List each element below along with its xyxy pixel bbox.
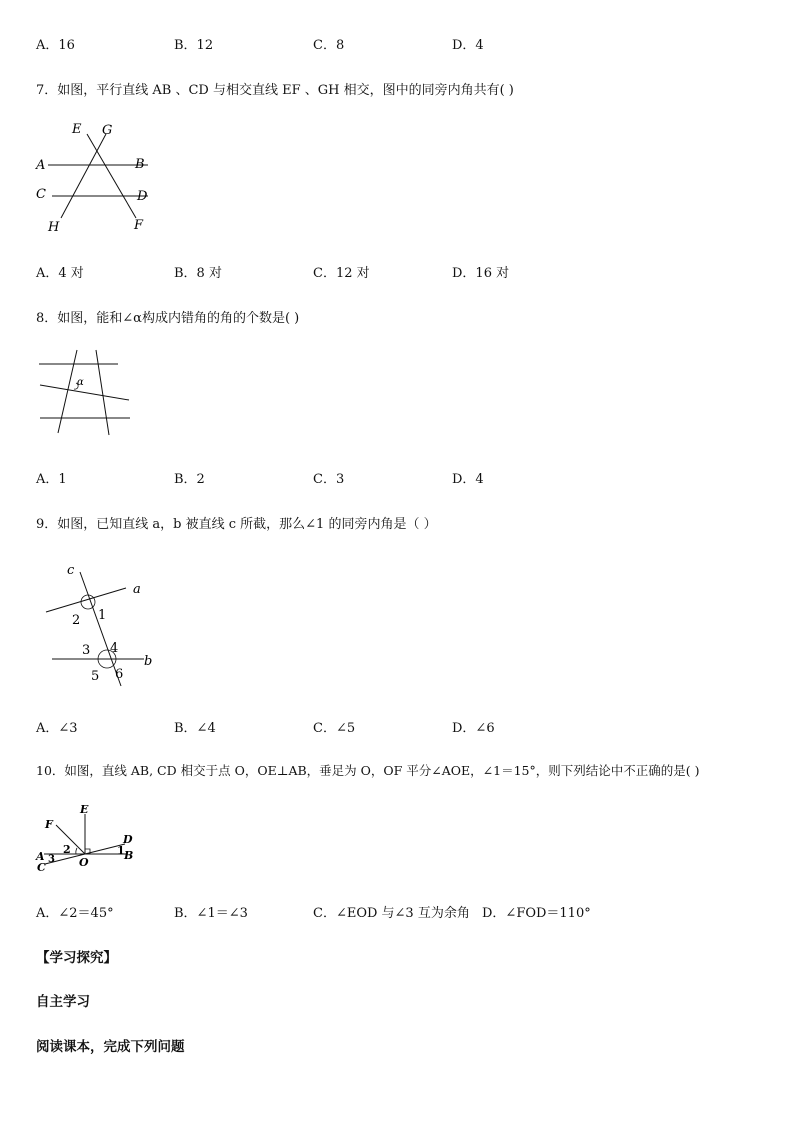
q9-option-c: C．∠5 (313, 721, 356, 736)
q10-option-b: B．∠1＝∠3 (174, 906, 248, 921)
section-subheading: 自主学习 (36, 994, 90, 1010)
q9-stem: 9．如图，已知直线 a，b 被直线 c 所截，那么∠1 的同旁内角是（ ） (36, 517, 437, 532)
q10-figure (30, 800, 140, 880)
q10-label-3: 3 (48, 854, 55, 865)
q7-label-h: H (48, 220, 60, 235)
q7-option-a: A．4 对 (36, 266, 84, 281)
q7-option-d: D．16 对 (452, 266, 510, 281)
q6-option-c: C．8 (313, 38, 345, 53)
section-instruction: 阅读课本，完成下列问题 (36, 1039, 185, 1055)
q7-option-c: C．12 对 (313, 266, 370, 281)
q10-label-a: A (36, 850, 45, 863)
q10-option-c: C．∠EOD 与∠3 互为余角 (313, 906, 470, 921)
q8-figure (30, 345, 140, 437)
q10-stem: 10．如图，直线 AB, CD 相交于点 O，OE⊥AB，垂足为 O，OF 平分∠AOE，∠1＝15°，则下列结论中不正确的是( ) (36, 763, 700, 778)
q9-label-6: 6 (115, 667, 124, 682)
q7-label-b: B (135, 157, 145, 172)
q8-option-a: A．1 (36, 472, 67, 487)
q9-option-a: A．∠3 (36, 721, 78, 736)
q7-label-d: D (137, 189, 148, 204)
q10-option-a: A．∠2＝45° (36, 906, 114, 921)
q10-label-c: C (37, 861, 46, 874)
q10-label-o: O (79, 856, 89, 869)
q7-figure (30, 118, 160, 238)
section-heading: 【学习探究】 (36, 950, 117, 966)
q9-label-a: a (133, 582, 141, 597)
q8-option-c: C．3 (313, 472, 345, 487)
q9-label-4: 4 (110, 641, 119, 656)
q10-label-f: F (45, 818, 53, 831)
q10-label-e: E (80, 803, 89, 816)
q9-label-1: 1 (98, 608, 107, 623)
q7-label-f: F (134, 218, 144, 233)
q7-stem: 7．如图，平行直线 AB 、CD 与相交直线 EF 、GH 相交，图中的同旁内角共有( ) (36, 83, 514, 98)
q10-label-d: D (123, 833, 133, 846)
q7-option-b: B．8 对 (174, 266, 222, 281)
q9-label-c: c (67, 563, 75, 578)
q9-label-3: 3 (82, 643, 91, 658)
q7-label-a: A (36, 158, 46, 173)
q10-label-2: 2 (63, 843, 71, 856)
q8-label-alpha: α (77, 377, 84, 388)
q10-option-d: D．∠FOD＝110° (482, 906, 591, 921)
q9-option-d: D．∠6 (452, 721, 495, 736)
q7-label-e: E (72, 122, 82, 137)
q6-option-a: A．16 (36, 38, 75, 53)
q10-label-b: B (124, 849, 134, 862)
q8-stem: 8．如图，能和∠α构成内错角的角的个数是( ) (36, 311, 300, 326)
q9-option-b: B．∠4 (174, 721, 216, 736)
q10-label-1: 1 (117, 844, 125, 857)
q8-option-d: D．4 (452, 472, 484, 487)
q9-label-2: 2 (72, 613, 81, 628)
q6-option-b: B．12 (174, 38, 214, 53)
q9-figure (40, 558, 170, 688)
q9-label-5: 5 (91, 669, 100, 684)
q9-label-b: b (144, 654, 153, 669)
q6-option-d: D．4 (452, 38, 484, 53)
q7-label-g: G (102, 123, 113, 138)
q7-label-c: C (36, 187, 46, 202)
q8-option-b: B．2 (174, 472, 205, 487)
